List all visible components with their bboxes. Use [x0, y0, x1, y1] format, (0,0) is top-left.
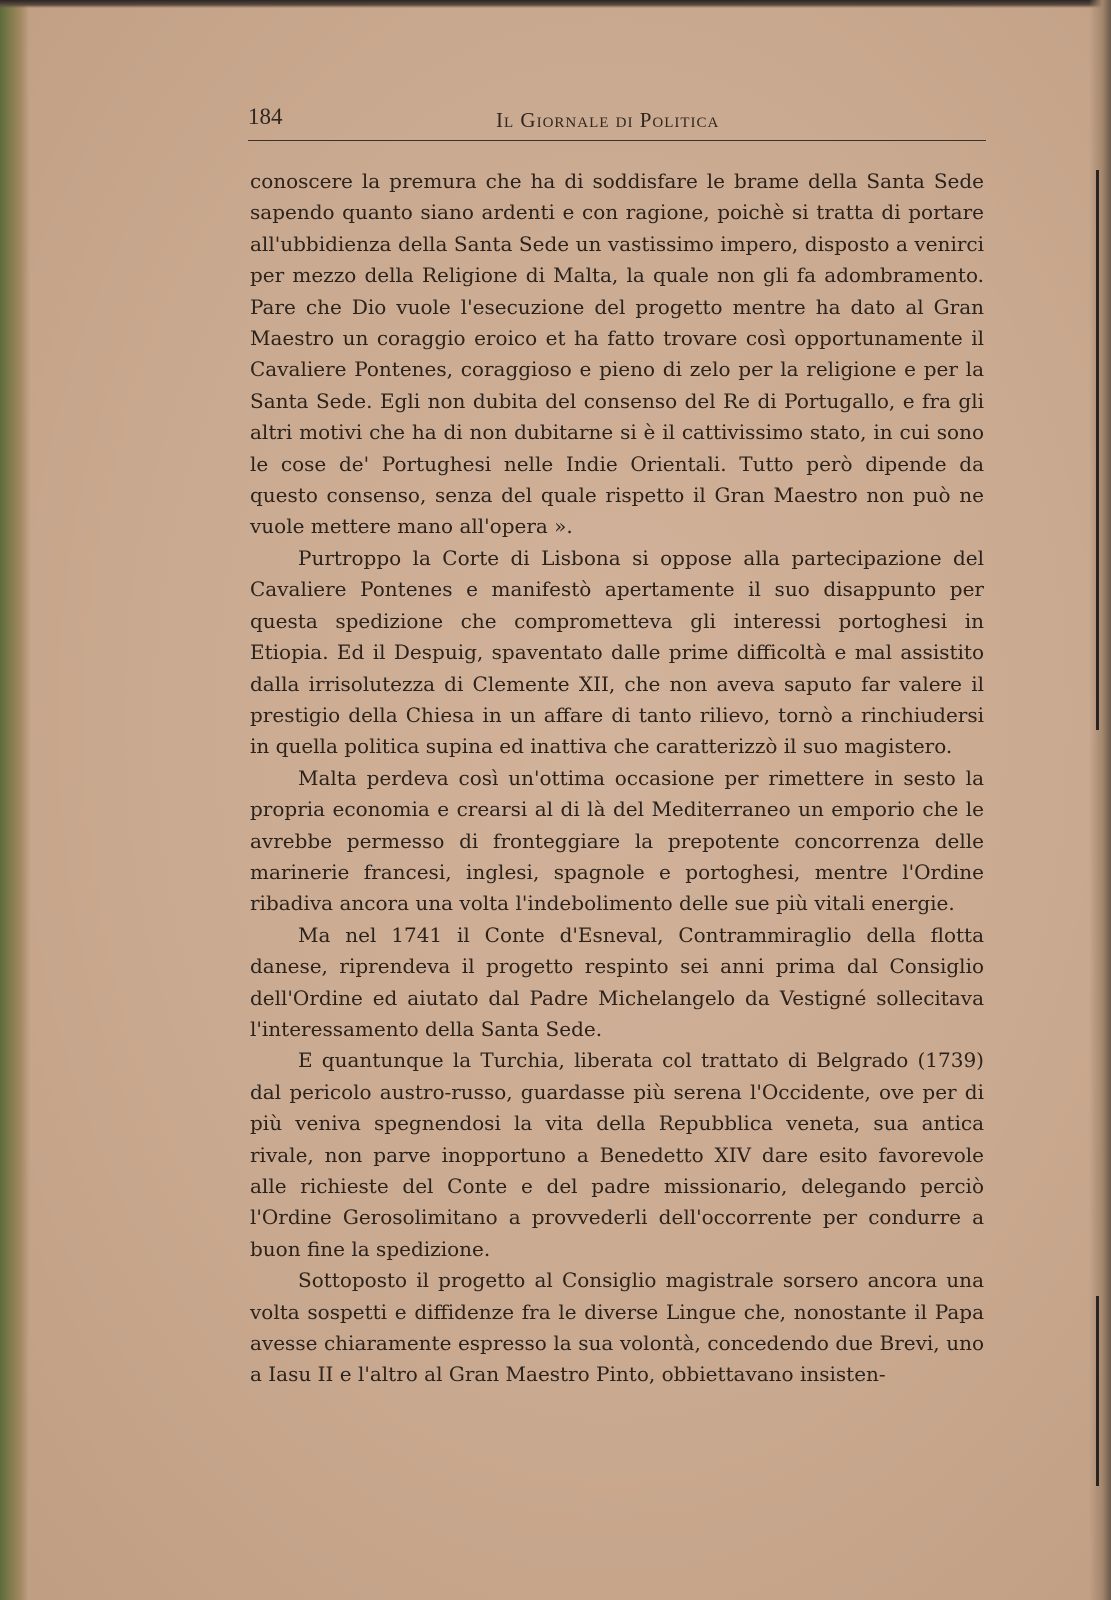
- running-title: Il Giornale di Politica: [496, 108, 720, 132]
- page-header: [248, 104, 986, 141]
- paragraph: E quantunque la Turchia, liberata col trattato di Belgrado (1739) dal pericolo austro-russo, guardasse più serena l'Occidente, ove per di più veniva spegnendosi la vita della Repubblica veneta, sua antica rivale, non parve inopportuno a Benedetto XIV dare esito favorevole alle richieste del Conte e del padre missionario, delegando perciò l'Ordine Gerosolimitano a provvederli dell'occorrente per condurre a buon fine la spedizione.: [250, 1048, 984, 1261]
- paragraph: Ma nel 1741 il Conte d'Esneval, Contrammiraglio della flotta danese, riprendeva il progetto respinto sei anni prima dal Consiglio dell'Ordine ed aiutato dal Padre Michelangelo da Vestigné sollecitava l'interessamento della Santa Sede.: [250, 922, 984, 1041]
- paragraph: conoscere la premura che ha di soddisfare le brame della Santa Sede sapendo quanto siano ardenti e con ragione, poichè si tratta di portare all'ubbidienza della Santa Sede un vastissimo impero, disposto a venirci per mezzo della Religione di Malta, la quale non gli fa adombramento. Pare che Dio vuole l'esecuzione del progetto mentre ha dato al Gran Maestro un coraggio eroico et ha fatto trovare così opportunamente il Cavaliere Pontenes, coraggioso e pieno di zelo per la religione e per la Santa Sede. Egli non dubita del consenso del Re di Portugallo, e fra gli altri motivi che ha di non dubitarne si è il cattivissimo stato, in cui sono le cose de' Portughesi nelle Indie Orientali. Tutto però dipende da questo consenso, senza del quale rispetto il Gran Maestro non può ne vuole mettere mano all'opera ».: [250, 169, 984, 539]
- page-right-edge: [1089, 0, 1111, 1600]
- binding-edge-mark: [1096, 170, 1099, 730]
- page-number: 184: [248, 104, 283, 129]
- page-left-edge: [0, 0, 30, 1600]
- paragraph: Sottoposto il progetto al Consiglio magistrale sorsero ancora una volta sospetti e diffidenze fra le diverse Lingue che, nonostante il Papa avesse chiaramente espresso la sua volontà, concedendo due Brevi, uno a Iasu II e l'altro al Gran Maestro Pinto, obbiettavano insisten-: [250, 1268, 984, 1387]
- body-text: [250, 166, 984, 1391]
- paragraph: Malta perdeva così un'ottima occasione per rimettere in sesto la propria economia e crearsi al di là del Mediterraneo un emporio che le avrebbe permesso di fronteggiare la prepotente concorrenza delle marinerie francesi, inglesi, spagnole e portoghesi, mentre l'Ordine ribadiva ancora una volta l'indebolimento delle sue più vitali energie.: [250, 765, 984, 916]
- paragraph: Purtroppo la Corte di Lisbona si oppose alla partecipazione del Cavaliere Pontenes e manifestò apertamente il suo disappunto per questa spedizione che comprometteva gli interessi portoghesi in Etiopia. Ed il Despuig, spaventato dalle prime difficoltà e mal assistito dalla irrisolutezza di Clemente XII, che non aveva saputo far valere il prestigio della Chiesa in un affare di tanto rilievo, tornò a rinchiudersi in quella politica supina ed inattiva che caratterizzò il suo magistero.: [250, 545, 984, 759]
- binding-edge-mark: [1096, 1296, 1099, 1486]
- page-top-edge: [0, 0, 1111, 8]
